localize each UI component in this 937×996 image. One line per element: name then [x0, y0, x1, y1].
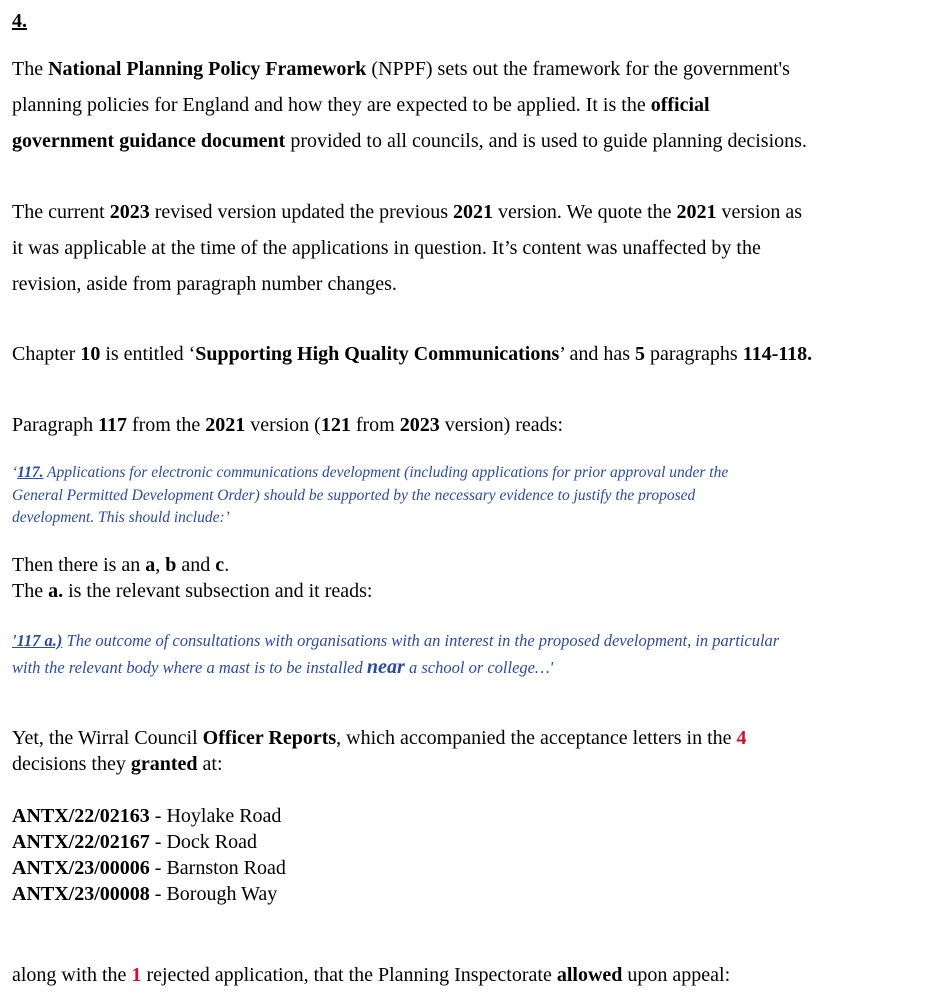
- text-segment: 121: [320, 414, 351, 436]
- text-segment: with the relevant body where a mast is to be installed: [12, 657, 367, 677]
- text-segment: version. We quote the: [493, 201, 677, 223]
- quote-117: [12, 462, 931, 530]
- text-segment: planning policies for England and how they are expected to be applied. It is the: [12, 94, 651, 116]
- paragraph-appeal: [12, 962, 931, 988]
- text-segment: 2021: [205, 414, 246, 436]
- paragraph-versions: [12, 194, 931, 302]
- text-segment: Applications for electronic communications development (including applications for prior approval under the: [43, 464, 729, 481]
- paragraph-chapter: [12, 336, 931, 372]
- section-heading: [12, 8, 931, 34]
- text-segment: 5: [634, 343, 645, 365]
- text-segment: granted: [130, 752, 198, 775]
- text-segment: '117 a.): [12, 630, 63, 650]
- text-segment: version) reads:: [439, 414, 564, 436]
- text-segment: from the: [126, 414, 206, 436]
- text-segment: ,: [155, 553, 166, 576]
- text-segment: revised version updated the previous: [149, 201, 453, 223]
- text-segment: 114-118.: [742, 343, 813, 365]
- text-segment: Yet, the Wirral Council: [12, 726, 203, 749]
- text-segment: Officer Reports: [202, 726, 337, 749]
- text-segment: The current: [12, 201, 110, 223]
- text-segment: rejected application, that the Planning Inspectorate: [141, 963, 557, 986]
- text-segment: upon appeal:: [622, 963, 731, 986]
- rejected-count: 1: [131, 963, 142, 986]
- text-segment: version (: [245, 414, 321, 436]
- text-segment: Paragraph: [12, 414, 99, 436]
- text-segment: (NPPF) sets out the framework for the government's: [366, 58, 790, 80]
- application-ref: ANTX/22/02167: [12, 830, 150, 853]
- text-segment: 10: [80, 343, 101, 365]
- text-segment: National Planning Policy Framework: [48, 58, 367, 80]
- text-segment: a: [145, 553, 156, 576]
- text-segment: - Borough Way: [149, 882, 278, 905]
- text-segment: from: [350, 414, 400, 436]
- application-list: [12, 803, 931, 907]
- application-ref: ANTX/22/02163: [12, 804, 150, 827]
- paragraph-117-intro: [12, 407, 931, 443]
- text-segment: 4.: [12, 10, 27, 32]
- text-segment: .: [224, 553, 230, 576]
- text-segment: near: [366, 655, 405, 678]
- text-segment: 2021: [453, 201, 493, 223]
- text-segment: along with the: [12, 963, 132, 986]
- text-segment: official: [650, 94, 710, 116]
- text-segment: ’ and has: [559, 343, 635, 365]
- text-segment: The: [12, 58, 49, 80]
- text-segment: ‘: [12, 464, 18, 481]
- text-segment: b: [165, 553, 177, 576]
- text-segment: revision, aside from paragraph number changes.: [12, 273, 397, 295]
- text-segment: it was applicable at the time of the applications in question. It’s content was unaffected by the: [12, 237, 761, 259]
- paragraph-nppf: [12, 51, 931, 159]
- text-segment: 2023: [109, 201, 150, 223]
- granted-count: 4: [736, 726, 747, 749]
- text-segment: is entitled ‘: [100, 343, 196, 365]
- text-segment: a school or college…': [404, 657, 554, 677]
- text-segment: Then there is an: [12, 553, 146, 576]
- application-ref: ANTX/23/00008: [12, 882, 150, 905]
- text-segment: General Permitted Development Order) should be supported by the necessary evidence to justify the proposed: [12, 486, 696, 504]
- text-segment: and: [176, 553, 216, 576]
- quote-117a: [12, 628, 931, 681]
- paragraph-abc: [12, 552, 931, 604]
- text-segment: allowed: [556, 963, 623, 986]
- text-segment: c: [215, 553, 225, 576]
- application-ref: ANTX/23/00006: [12, 856, 150, 879]
- text-segment: Chapter: [12, 343, 81, 365]
- text-segment: development. This should include:’: [12, 509, 230, 526]
- text-segment: 2021: [676, 201, 717, 223]
- text-segment: - Dock Road: [149, 830, 257, 853]
- text-segment: 117.: [17, 464, 44, 481]
- text-segment: - Hoylake Road: [149, 804, 282, 827]
- paragraph-officer-reports: [12, 725, 931, 777]
- text-segment: - Barnston Road: [149, 856, 286, 879]
- text-segment: at:: [197, 752, 223, 775]
- text-segment: 2023: [399, 414, 440, 436]
- text-segment: a.: [48, 579, 64, 602]
- text-segment: Supporting High Quality Communications: [195, 343, 560, 365]
- text-segment: , which accompanied the acceptance letters in the: [336, 726, 737, 749]
- text-segment: government guidance document: [12, 130, 286, 152]
- text-segment: The: [12, 579, 49, 602]
- text-segment: decisions they: [12, 752, 131, 775]
- text-segment: 117: [98, 414, 127, 436]
- text-segment: version as: [716, 201, 803, 223]
- text-segment: is the relevant subsection and it reads:: [63, 579, 373, 602]
- text-segment: paragraphs: [644, 343, 743, 365]
- text-segment: provided to all councils, and is used to guide planning decisions.: [285, 130, 807, 152]
- text-segment: The outcome of consultations with organisations with an interest in the proposed development, in particular: [62, 630, 780, 650]
